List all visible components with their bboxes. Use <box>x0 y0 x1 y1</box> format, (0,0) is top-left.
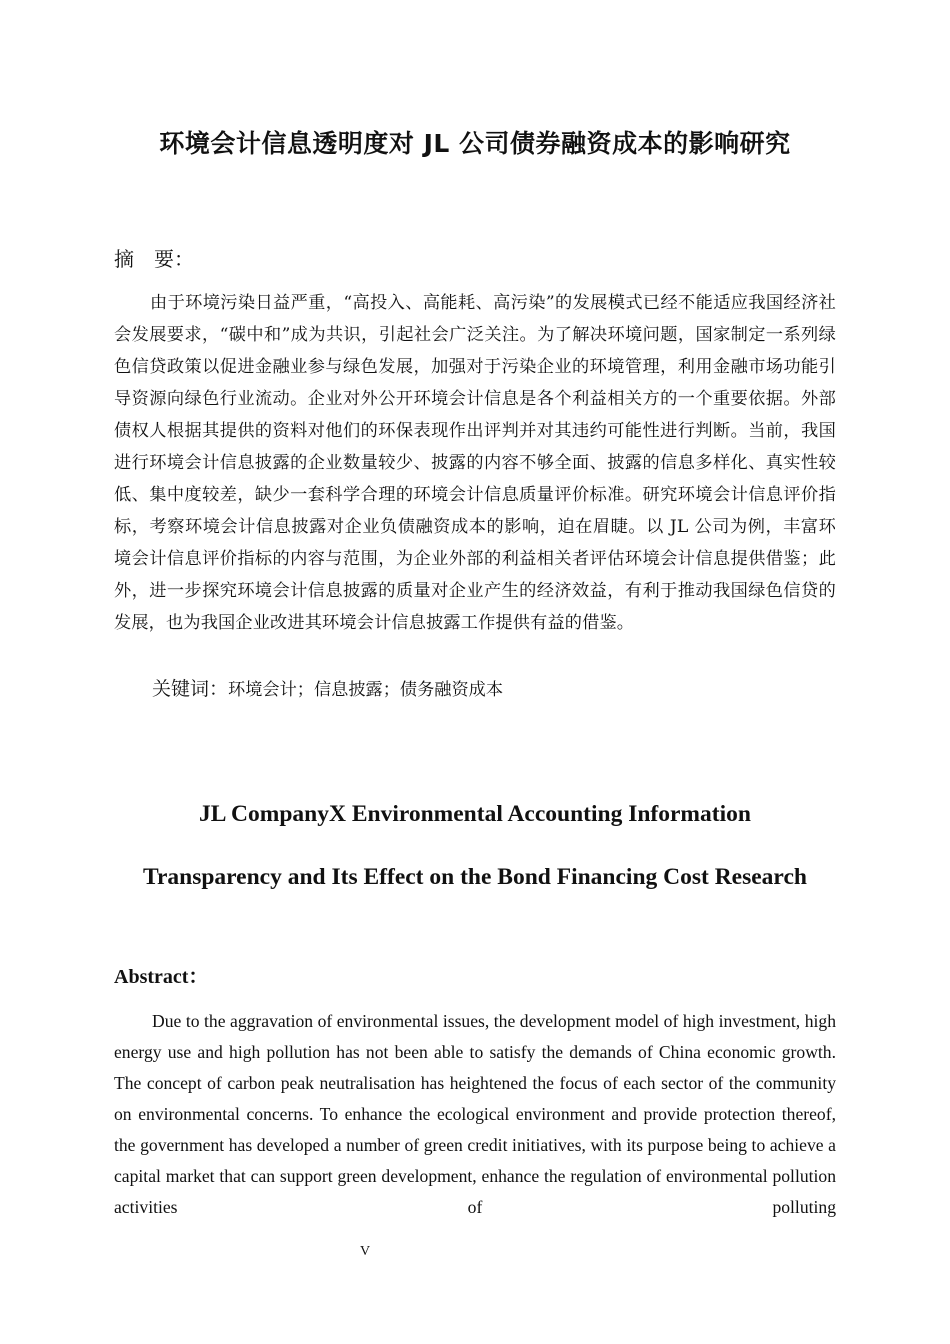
english-abstract-body: Due to the aggravation of environmental issues, the development model of high investment, high energy use and high pollution has not been able to satisfy the demands of China economic growth. The concept of carbon peak neutralisation has heightened the focus of each sector of the community on environmental concerns. To enhance the ecological environment and provide protection thereof, the government has developed a number of green credit initiatives, with its purpose being to achieve a capital market that can support green development, enhance the regulation of environmental pollution activities of polluting <box>114 1011 836 1217</box>
chinese-abstract-heading-right: 要： <box>154 247 194 271</box>
english-abstract-heading: Abstract： <box>114 966 209 988</box>
chinese-keywords-text: 环境会计；信息披露；债务融资成本 <box>228 680 504 700</box>
english-title-line-1: JL CompanyX Environmental Accounting Information <box>199 801 751 827</box>
chinese-keywords-label: 关键词： <box>152 678 229 700</box>
english-title <box>60 783 890 909</box>
chinese-abstract-heading-left: 摘 <box>114 247 134 271</box>
chinese-title: 环境会计信息透明度对 JL 公司债券融资成本的影响研究 <box>159 129 791 158</box>
english-title-line-2: Transparency and Its Effect on the Bond Financing Cost Research <box>143 864 807 890</box>
chinese-abstract-heading <box>114 244 194 274</box>
chinese-keywords <box>152 674 836 705</box>
page-number: V <box>359 1244 371 1259</box>
chinese-abstract-body: 由于环境污染日益严重，“高投入、高能耗、高污染”的发展模式已经不能适应我国经济社会发展要求，“碳中和”成为共识，引起社会广泛关注。为了解决环境问题，国家制定一系列绿色信贷政策以促进金融业参与绿色发展，加强对于污染企业的环境管理，利用金融市场功能引导资源向绿色行业流动。企业对外公开环境会计信息是各个利益相关方的一个重要依据。外部债权人根据其提供的资料对他们的环保表现作出评判并对其违约可能性进行判断。当前，我国进行环境会计信息披露的企业数量较少、披露的内容不够全面、披露的信息多样化、真实性较低、集中度较差，缺少一套科学合理的环境会计信息质量评价标准。研究环境会计信息评价指标，考察环境会计信息披露对企业负债融资成本的影响，迫在眉睫。以 JL 公司为例，丰富环境会计信息评价指标的内容与范围，为企业外部的利益相关者评估环境会计信息提供借鉴；此外，进一步探究环境会计信息披露的质量对企业产生的经济效益，有利于推动我国绿色信贷的发展，也为我国企业改进其环境会计信息披露工作提供有益的借鉴。 <box>114 293 836 633</box>
